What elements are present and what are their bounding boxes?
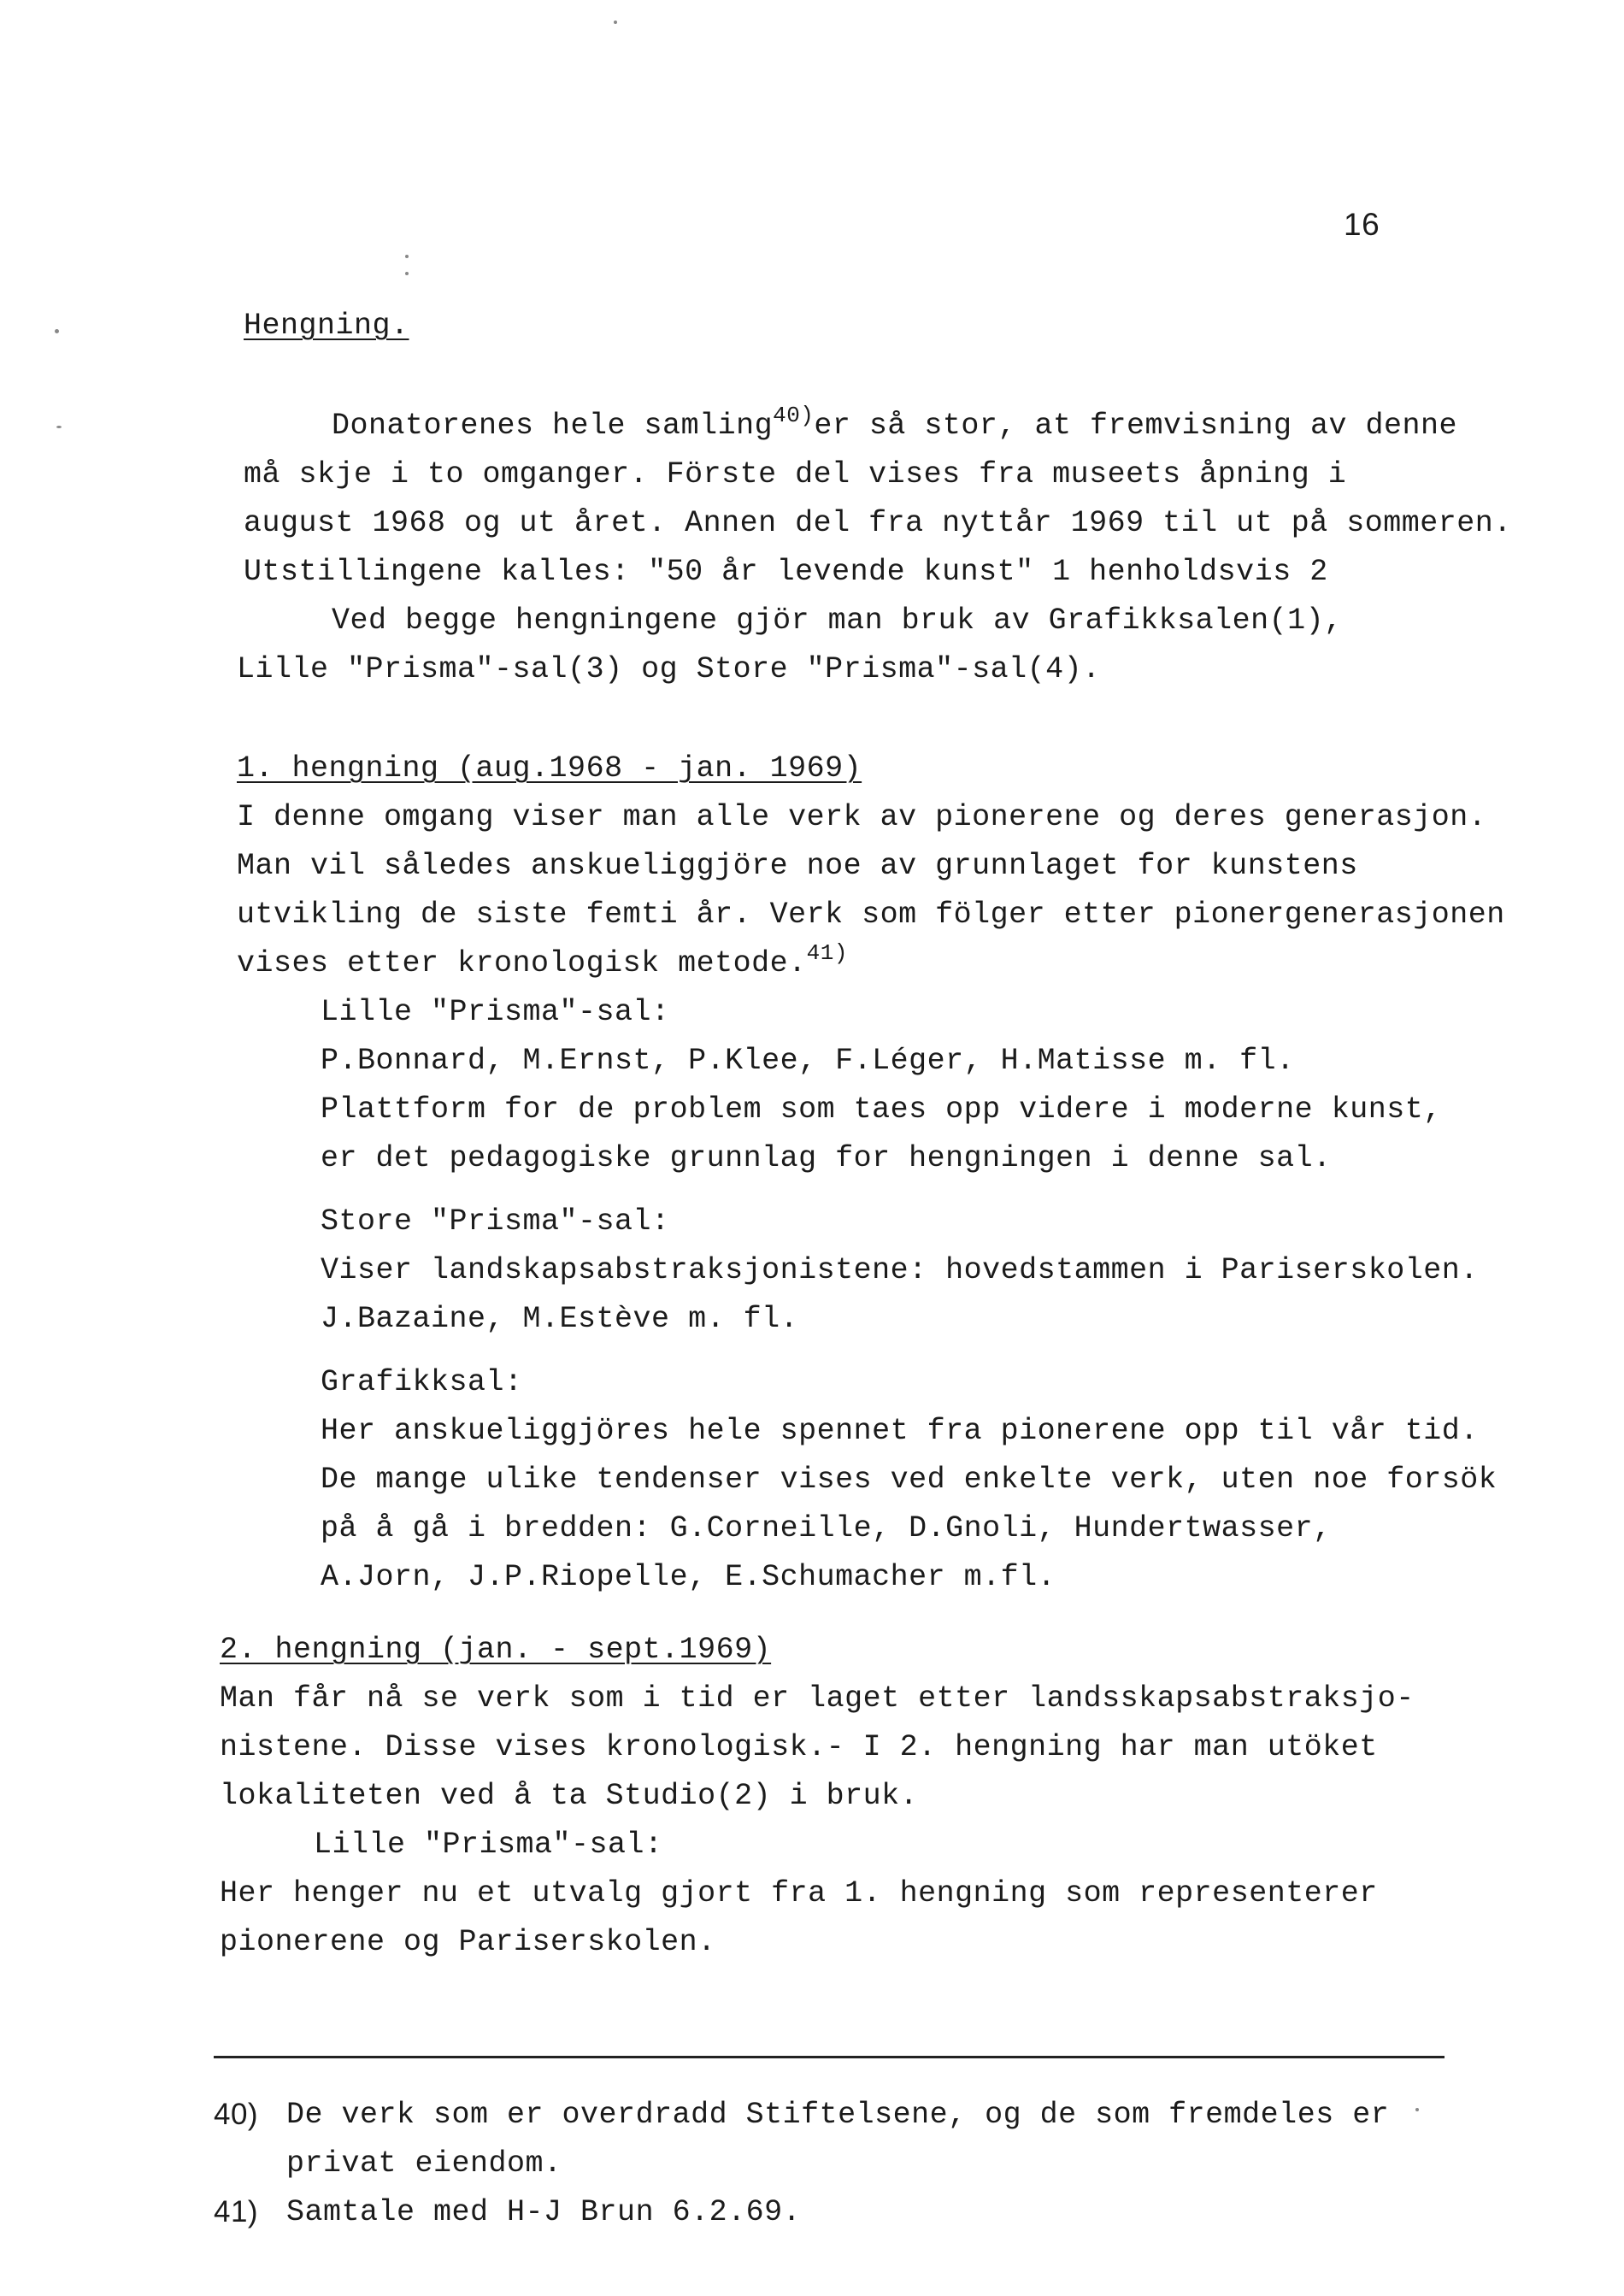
intro-line-1-text-b: er så stor, at fremvisning av denne — [814, 409, 1458, 443]
footnote-40-number: 40) — [214, 2098, 259, 2131]
hanging-1-line-2: Man vil således anskueliggjöre noe av grunnlaget for kunstens — [237, 849, 1358, 883]
intro-line-1-text-a: Donatorenes hele samling — [332, 409, 774, 443]
section-title: Hengning. — [244, 309, 409, 343]
store-prisma-label: Store "Prisma"-sal: — [321, 1204, 670, 1239]
scan-speck — [55, 329, 59, 333]
scan-speck — [56, 426, 62, 428]
footnote-40-line-1: De verk som er overdradd Stiftelsene, og de som fremdeles er — [286, 2098, 1390, 2132]
lille-prisma-text-2: er det pedagogiske grunnlag for hengningen i denne sal. — [321, 1141, 1332, 1175]
intro-line-1 — [332, 403, 1458, 443]
grafikksal-label: Grafikksal: — [321, 1365, 523, 1399]
hanging-1-heading: 1. hengning (aug.1968 - jan. 1969) — [237, 751, 862, 786]
store-prisma-text: Viser landskapsabstraksjonistene: hovedstammen i Pariserskolen. — [321, 1253, 1479, 1287]
footnote-41-line-1: Samtale med H-J Brun 6.2.69. — [286, 2195, 802, 2229]
scan-speck — [405, 272, 409, 275]
lille-prisma-artists: P.Bonnard, M.Ernst, P.Klee, F.Léger, H.Matisse m. fl. — [321, 1044, 1295, 1078]
intro-line-3: august 1968 og ut året. Annen del fra nyttår 1969 til ut på sommeren. — [244, 506, 1512, 540]
footnote-ref-41: 41) — [806, 940, 848, 966]
hanging-1-line-1: I denne omgang viser man alle verk av pionerene og deres generasjon. — [237, 800, 1487, 834]
hanging-1-line-4 — [237, 940, 848, 980]
hanging-2-lille-text-2: pionerene og Pariserskolen. — [220, 1925, 716, 1959]
grafikksal-text-4: A.Jorn, J.P.Riopelle, E.Schumacher m.fl. — [321, 1560, 1056, 1594]
footnote-40-line-2: privat eiendom. — [286, 2146, 562, 2181]
scan-speck — [405, 255, 409, 258]
footnote-ref-40: 40) — [773, 403, 815, 428]
hanging-2-line-1: Man får nå se verk som i tid er laget etter landsskapsabstraksjo- — [220, 1681, 1415, 1716]
intro-line-6: Lille "Prisma"-sal(3) og Store "Prisma"-sal(4). — [237, 652, 1101, 686]
lille-prisma-text-1: Plattform for de problem som taes opp videre i moderne kunst, — [321, 1092, 1442, 1127]
hanging-2-lille-text-1: Her henger nu et utvalg gjort fra 1. hengning som representerer — [220, 1876, 1378, 1910]
page-number: 16 — [1344, 207, 1380, 242]
scan-speck — [1415, 2108, 1419, 2111]
hanging-2-line-2: nistene. Disse vises kronologisk.- I 2. hengning har man utöket — [220, 1730, 1378, 1764]
hanging-2-heading: 2. hengning (jan. - sept.1969) — [220, 1633, 772, 1667]
hanging-1-line-4-text: vises etter kronologisk metode. — [237, 946, 807, 980]
lille-prisma-label-1: Lille "Prisma"-sal: — [321, 995, 670, 1029]
store-prisma-artists: J.Bazaine, M.Estève m. fl. — [321, 1302, 799, 1336]
hanging-2-line-3: lokaliteten ved å ta Studio(2) i bruk. — [220, 1779, 919, 1813]
grafikksal-text-3: på å gå i bredden: G.Corneille, D.Gnoli, Hundertwasser, — [321, 1511, 1332, 1545]
grafikksal-text-2: De mange ulike tendenser vises ved enkelte verk, uten noe forsök — [321, 1463, 1497, 1497]
hanging-1-line-3: utvikling de siste femti år. Verk som fölger etter pionergenerasjonen — [237, 898, 1505, 932]
scan-speck — [614, 21, 617, 24]
intro-line-5: Ved begge hengningene gjör man bruk av Grafikksalen(1), — [332, 603, 1343, 638]
intro-line-2: må skje i to omganger. Förste del vises fra museets åpning i — [244, 457, 1347, 492]
lille-prisma-label-2: Lille "Prisma"-sal: — [314, 1828, 663, 1862]
footnote-separator — [214, 2056, 1445, 2058]
grafikksal-text-1: Her anskueliggjöres hele spennet fra pionerene opp til vår tid. — [321, 1414, 1479, 1448]
intro-line-4: Utstillingene kalles: "50 år levende kunst" 1 henholdsvis 2 — [244, 555, 1328, 589]
footnote-41-number: 41) — [214, 2195, 259, 2228]
